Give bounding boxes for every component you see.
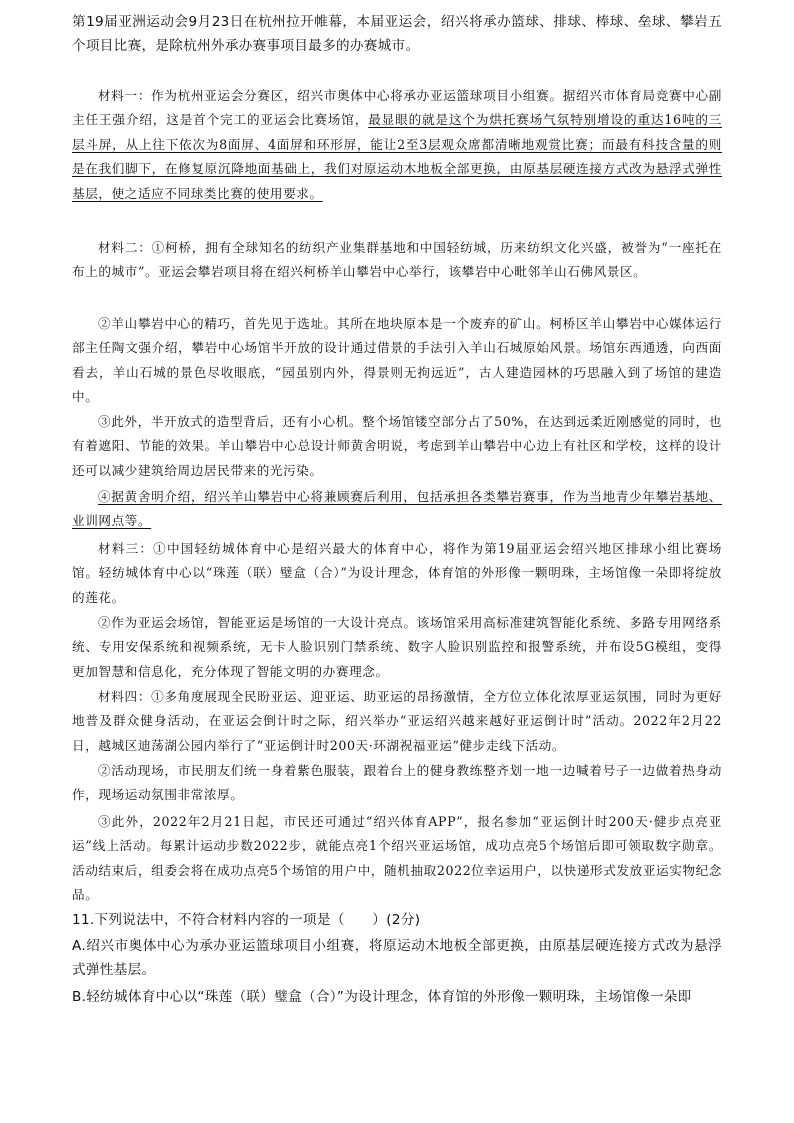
material-one-text: 材料一：作为杭州亚运会分赛区，绍兴市奥体中心将承办亚运篮球项目小组赛。据绍兴市体育局竞赛中心副主任王强介绍，这是首个完工的亚运会比赛场馆， <box>72 88 722 128</box>
material-two-paragraph-1: 材料二：①柯桥，拥有全球知名的纺织产业集群基地和中国轻纺城，历来纺织文化兴盛，被誉为“一座托在布上的城市”。亚运会攀岩项目将在绍兴柯桥羊山攀岩中心举行，该攀岩中心毗邻羊山石佛风景区。 <box>72 240 722 280</box>
material-one-underlined-text: 最显眼的就是这个为烘托赛场气氛特别增设的重达16吨的三层斗屏，从上往下依次为8面屏、4面屏和环形屏，能让2至3层观众席都清晰地观赏比赛；而最有科技含量的则是在我们脚下，在修复原沉降地面基础上，我们对原运动木地板全部更换，由原基层硬连接方式改为悬浮式弹性基层，使之适应不同球类比赛的使用要求。 <box>72 112 722 201</box>
question-option-a: A.绍兴市奥体中心为承办亚运篮球项目小组赛，将原运动木地板全部更换，由原基层硬连接方式改为悬浮式弹性基层。 <box>72 938 722 979</box>
material-four-paragraph-3: ③此外，2022年2月21日起，市民还可通过“绍兴体育APP”，报名参加“亚运倒计时200天·健步点亮亚运”线上活动。每累计运动步数2022步，就能点亮1个绍兴亚运场馆，成功点亮5个场馆后即可领取数字勋章。活动结束后，组委会将在成功点亮5个场馆的用户中，随机抽取2022位幸运用户，以快递形式发放亚运实物纪念品。 <box>72 814 722 903</box>
material-two-paragraph-4: ④据黄舍明介绍，绍兴羊山攀岩中心将兼顾赛后利用，包括承担各类攀岩赛事，作为当地青少年攀岩基地、业训网点等。 <box>72 489 722 529</box>
material-two-paragraph-2: ②羊山攀岩中心的精巧，首先见于选址。其所在地块原本是一个废弃的矿山。柯桥区羊山攀岩中心媒体运行部主任陶文强介绍，攀岩中心场馆半开放的设计通过借景的手法引入羊山石城原始风景。场馆东西通透，向西面看去，羊山石城的景色尽收眼底，“园虽别内外，得景则无拘远近”，古人建造园林的巧思融入到了场馆的建造中。 <box>72 316 722 405</box>
material-two-paragraph-3: ③此外，半开放式的造型背后，还有小心机。整个场馆镂空部分占了50%，在达到远柔近刚感觉的同时，也有着遮阳、节能的效果。羊山攀岩中心总设计师黄舍明说，考虑到羊山攀岩中心边上有社区和学校，这样的设计还可以减少建筑给周边居民带来的光污染。 <box>72 414 722 478</box>
material-three-paragraph-1: 材料三：①中国轻纺城体育中心是绍兴最大的体育中心，将作为第19届亚运会绍兴地区排球小组比赛场馆。轻纺城体育中心以“珠莲（联）璧盒（合）”为设计理念，体育馆的外形像一颗明珠，主场馆像一朵即将绽放的莲花。 <box>72 541 722 605</box>
question-stem: 11.下列说法中，不符合材料内容的一项是（ ）(2分) <box>72 912 421 928</box>
material-four-paragraph-1: 材料四：①多角度展现全民盼亚运、迎亚运、助亚运的昂扬激情，全方位立体化浓厚亚运氛围，同时为更好地普及群众健身活动，在亚运会倒计时之际，绍兴举办“亚运绍兴越来越好亚运倒计时”活动。2022年2月22日，越城区迪荡湖公园内举行了“亚运倒计时200天·环湖祝福亚运”健步走线下活动。 <box>72 689 722 753</box>
material-three-paragraph-2: ②作为亚运会场馆，智能亚运是场馆的一大设计亮点。该场馆采用高标准建筑智能化系统、多路专用网络系统、专用安保系统和视频系统，无卡人脸识别门禁系统、数字人脸识别监控和报警系统，并布设5G模组，变得更加智慧和信息化，充分体现了智能文明的办赛理念。 <box>72 615 722 679</box>
material-four-paragraph-2: ②活动现场，市民朋友们统一身着紫色服装，跟着台上的健身教练整齐划一地一边喊着号子一边做着热身动作，现场运动氛围非常浓厚。 <box>72 763 722 803</box>
intro-paragraph: 第19届亚洲运动会9月23日在杭州拉开帷幕，本届亚运会，绍兴将承办篮球、排球、棒球、垒球、攀岩五个项目比赛，是除杭州外承办赛事项目最多的办赛城市。 <box>72 14 722 55</box>
material-one-paragraph <box>72 84 722 206</box>
question-option-b: B.轻纺城体育中心以“珠莲（联）璧盒（合）”为设计理念，体育馆的外形像一颗明珠，主场馆像一朵即 <box>72 989 692 1005</box>
